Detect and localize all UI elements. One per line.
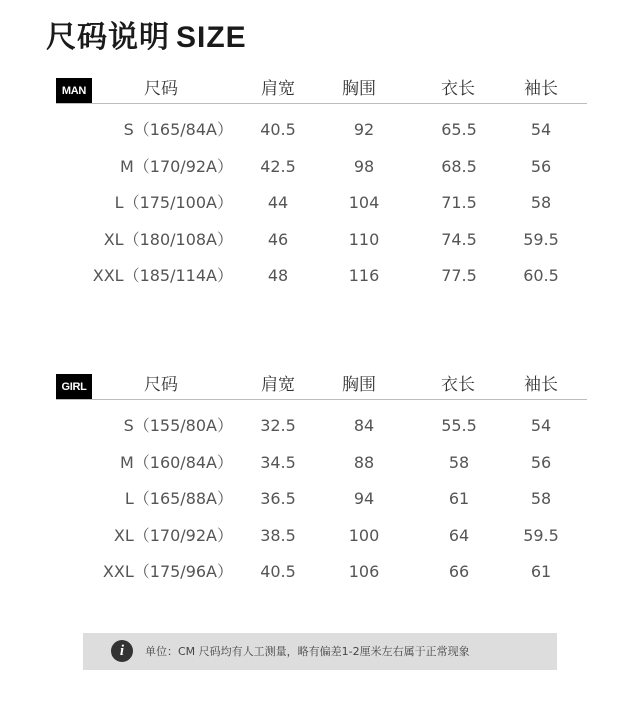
girl-badge: GIRL	[56, 374, 92, 400]
girl-cell-length: 55.5	[441, 416, 477, 435]
girl-size-row	[56, 415, 587, 439]
man-header-sleeve: 袖长	[524, 79, 558, 99]
man-size-row	[56, 156, 587, 180]
man-cell-sleeve: 60.5	[523, 266, 559, 286]
girl-size-row	[56, 452, 587, 476]
man-cell-length: 74.5	[441, 229, 477, 249]
measurement-note-text: 单位：CM 尺码均有人工测量，略有偏差1-2厘米左右属于正常现象	[145, 645, 470, 658]
man-cell-chest: 104	[348, 193, 380, 213]
man-cell-size: XL（180/108A）	[103, 229, 233, 249]
man-header-shoulder: 肩宽	[261, 79, 295, 99]
man-cell-sleeve: 59.5	[523, 229, 559, 249]
page-title	[46, 12, 247, 56]
girl-header-sleeve: 袖长	[524, 375, 558, 395]
man-cell-chest: 110	[348, 229, 380, 249]
man-cell-sleeve: 54	[530, 120, 552, 139]
girl-header-length: 衣长	[441, 375, 475, 395]
man-header-size: 尺码	[144, 79, 178, 99]
girl-header-shoulder: 肩宽	[261, 375, 295, 395]
man-cell-chest: 92	[353, 120, 375, 139]
girl-cell-chest: 88	[353, 452, 375, 472]
girl-cell-size: M（160/84A）	[119, 452, 233, 472]
girl-cell-size: S（155/80A）	[123, 416, 233, 435]
girl-cell-length: 66	[448, 562, 470, 582]
man-cell-length: 71.5	[441, 193, 477, 213]
girl-cell-sleeve: 61	[530, 562, 552, 582]
girl-cell-shoulder: 32.5	[260, 416, 296, 435]
girl-cell-chest: 106	[348, 562, 380, 582]
man-cell-size: XXL（185/114A）	[92, 266, 233, 286]
info-icon: i	[111, 640, 133, 662]
girl-cell-shoulder: 36.5	[260, 489, 296, 509]
girl-cell-size: L（165/88A）	[124, 489, 233, 509]
girl-cell-sleeve: 56	[530, 452, 552, 472]
girl-size-row	[56, 561, 587, 585]
girl-size-row	[56, 525, 587, 549]
girl-cell-shoulder: 34.5	[260, 452, 296, 472]
man-cell-shoulder: 40.5	[260, 120, 296, 139]
page-title-zh: 尺码说明	[46, 20, 170, 55]
man-size-row	[56, 192, 587, 216]
girl-size-table	[56, 374, 587, 594]
man-cell-shoulder: 46	[267, 229, 289, 249]
girl-cell-chest: 100	[348, 525, 380, 545]
girl-cell-length: 64	[448, 525, 470, 545]
girl-cell-shoulder: 38.5	[260, 525, 296, 545]
man-cell-length: 77.5	[441, 266, 477, 286]
man-cell-shoulder: 42.5	[260, 156, 296, 176]
girl-cell-chest: 94	[353, 489, 375, 509]
girl-cell-sleeve: 59.5	[523, 525, 559, 545]
girl-header-divider	[56, 399, 587, 400]
measurement-note	[83, 633, 557, 670]
girl-cell-sleeve: 54	[530, 416, 552, 435]
girl-cell-size: XXL（175/96A）	[102, 562, 233, 582]
girl-cell-length: 61	[448, 489, 470, 509]
man-header-chest: 胸围	[342, 79, 376, 99]
man-cell-shoulder: 48	[267, 266, 289, 286]
girl-cell-size: XL（170/92A）	[113, 525, 233, 545]
man-cell-shoulder: 44	[267, 193, 289, 213]
girl-header-chest: 胸围	[342, 375, 376, 395]
man-cell-size: S（165/84A）	[123, 120, 233, 139]
girl-cell-length: 58	[448, 452, 470, 472]
man-header-length: 衣长	[441, 79, 475, 99]
man-cell-sleeve: 58	[530, 193, 552, 213]
man-badge: MAN	[56, 78, 92, 104]
girl-cell-shoulder: 40.5	[260, 562, 296, 582]
girl-cell-chest: 84	[353, 416, 375, 435]
man-cell-size: L（175/100A）	[114, 193, 233, 213]
man-cell-sleeve: 56	[530, 156, 552, 176]
man-header-divider	[56, 103, 587, 104]
girl-size-row	[56, 488, 587, 512]
man-size-row	[56, 229, 587, 253]
man-cell-chest: 98	[353, 156, 375, 176]
girl-header-size: 尺码	[144, 375, 178, 395]
man-cell-length: 68.5	[441, 156, 477, 176]
man-size-table	[56, 78, 587, 298]
page-title-en: SIZE	[176, 21, 247, 54]
man-size-row	[56, 265, 587, 289]
man-cell-chest: 116	[348, 266, 380, 286]
man-cell-size: M（170/92A）	[119, 156, 233, 176]
girl-cell-sleeve: 58	[530, 489, 552, 509]
man-cell-length: 65.5	[441, 120, 477, 139]
man-size-row	[56, 119, 587, 143]
